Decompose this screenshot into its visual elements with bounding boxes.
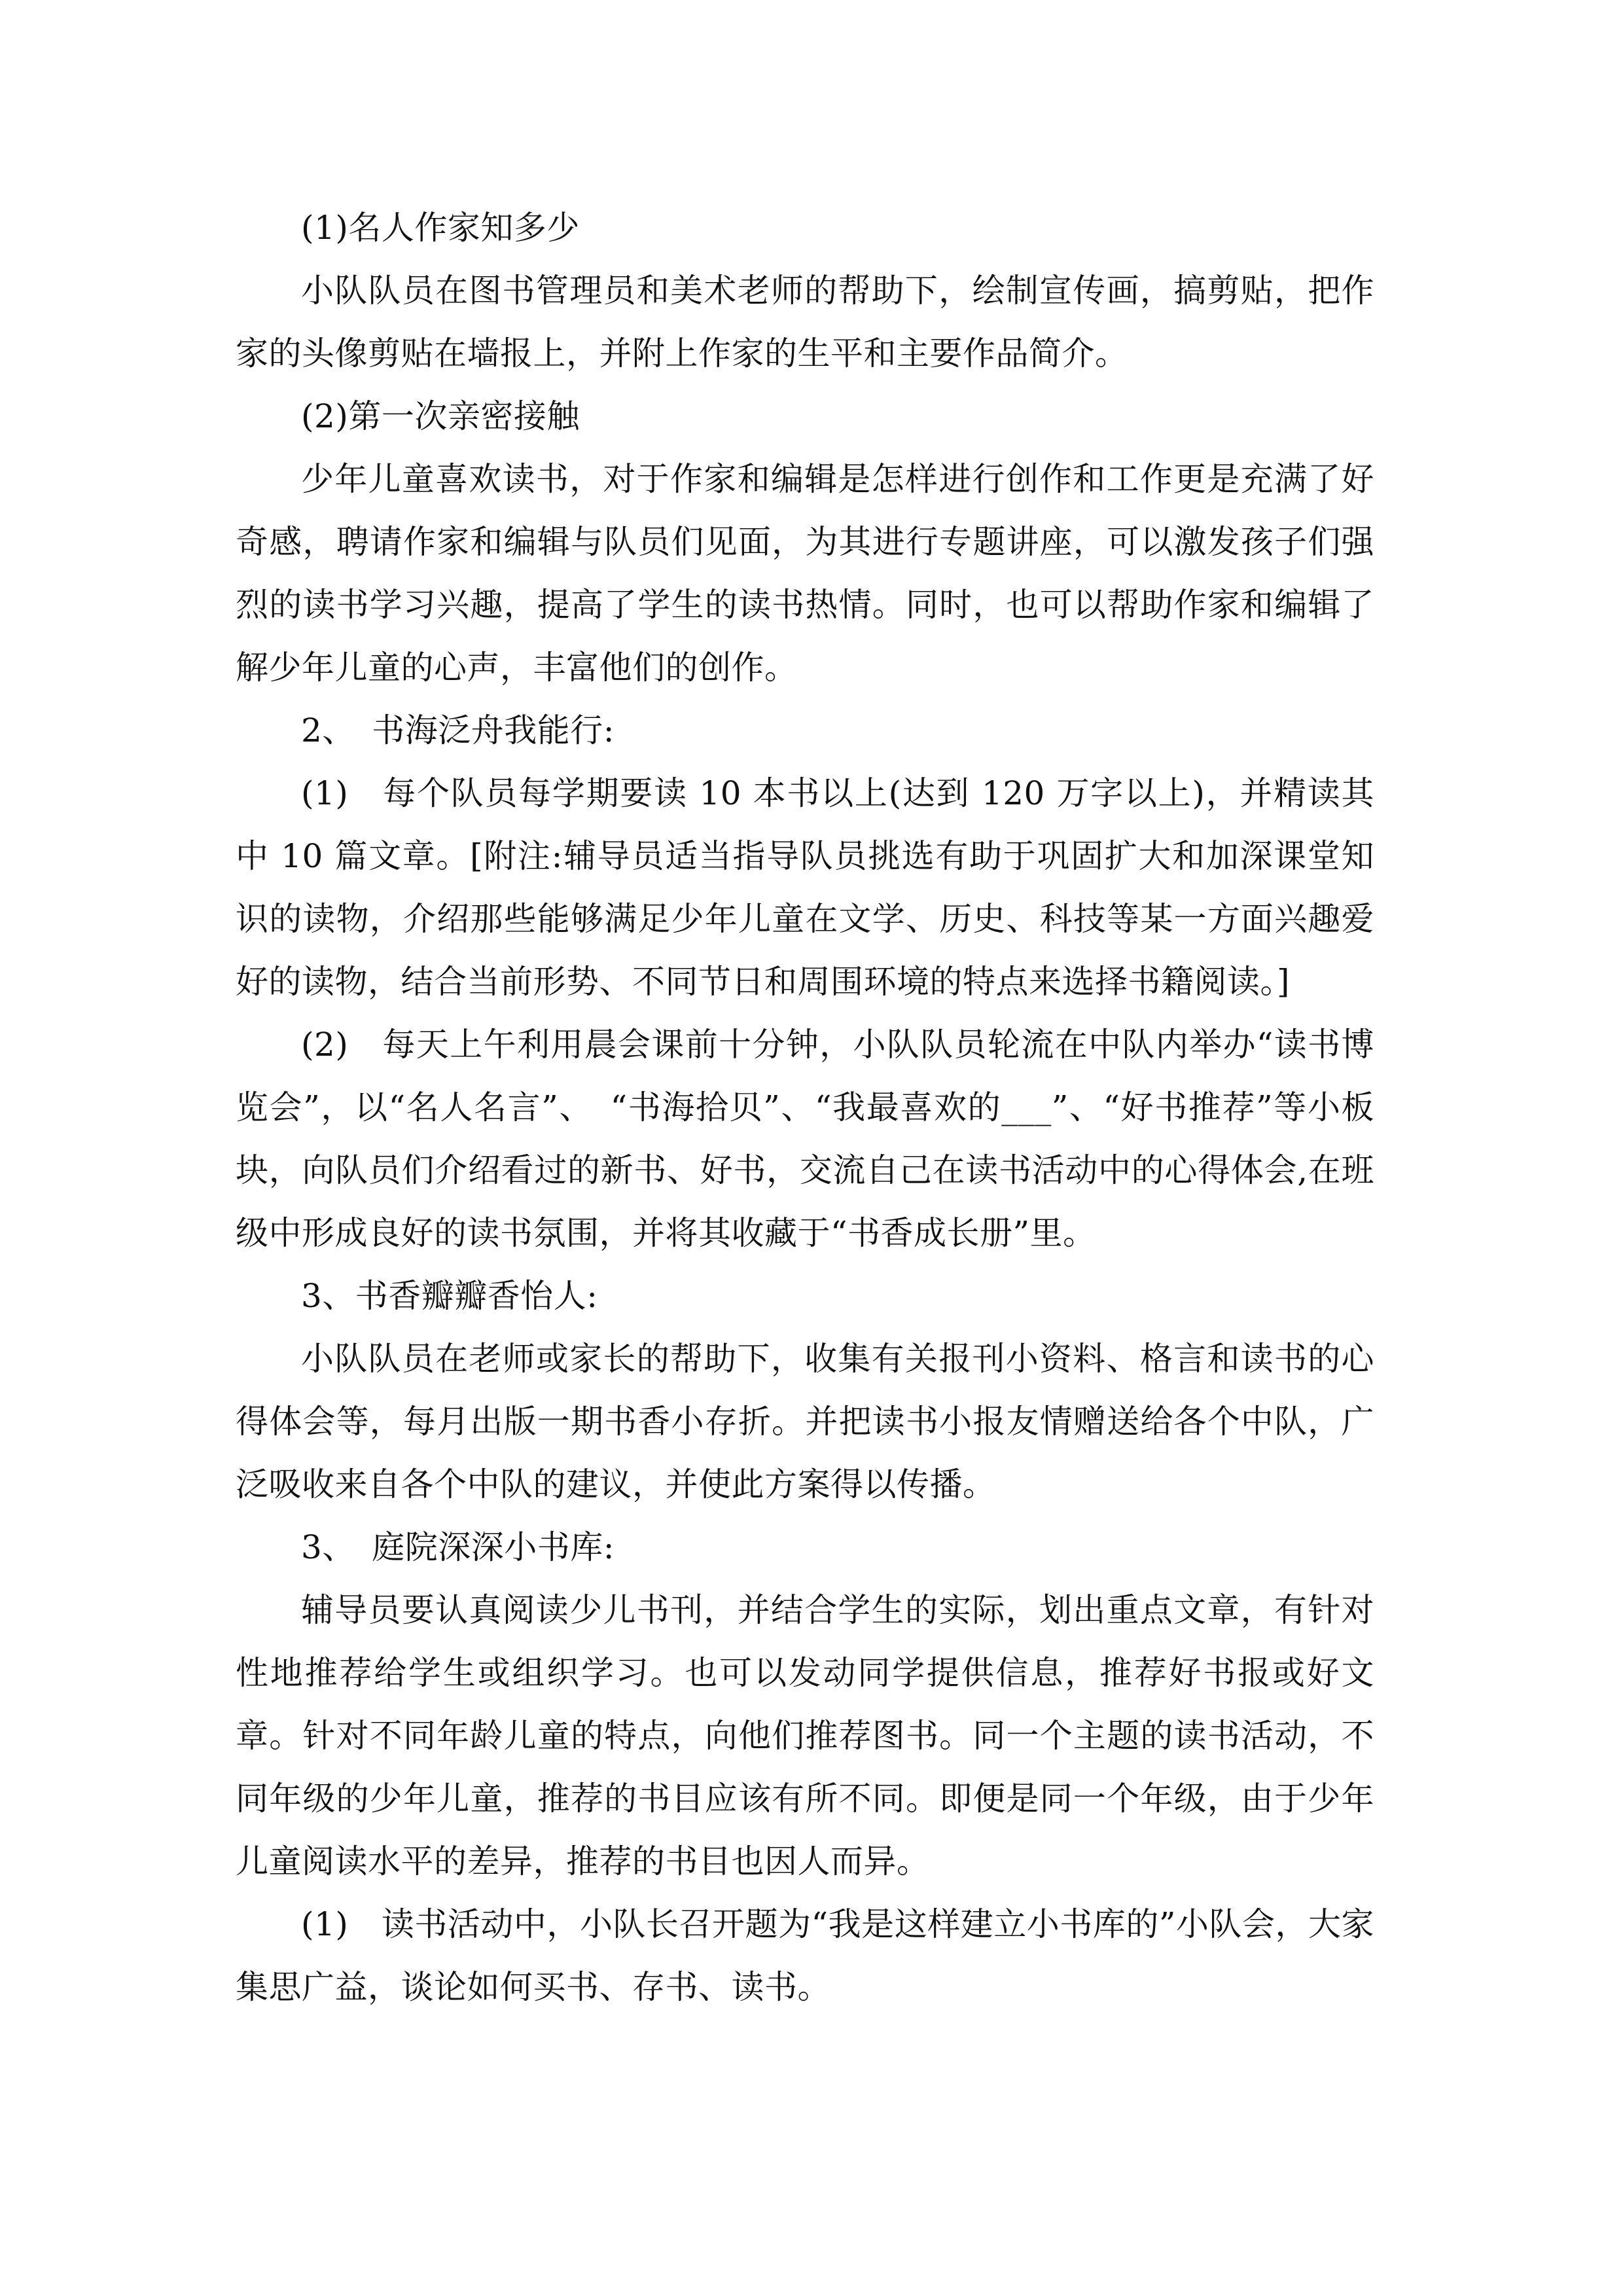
paragraph: (1) 读书活动中，小队长召开题为“我是这样建立小书库的”小队会，大家集思广益，谈论如何买书、存书、读书。 [236, 1905, 1374, 2006]
paragraph: (2) 每天上午利用晨会课前十分钟，小队队员轮流在中队内举办“读书博览会”，以“名人名言”、 “书海拾贝”、“我最喜欢的___”、“好书推荐”等小板块，向队员们介绍看过的新书、好书，交流自己在读书活动中的心得体会,在班级中形成良好的读书氛围，并将其收藏于“书香成长册”里。 [236, 1026, 1374, 1252]
document-body [236, 196, 1374, 2018]
paragraph: 小队队员在图书管理员和美术老师的帮助下，绘制宣传画，搞剪贴，把作家的头像剪贴在墙报上，并附上作家的生平和主要作品简介。 [236, 272, 1374, 372]
section-heading-book-fragrance: 3、书香瓣瓣香怡人: [301, 1277, 598, 1315]
subheading-famous-writers: (1)名人作家知多少 [301, 209, 580, 247]
paragraph: 辅导员要认真阅读少儿书刊，并结合学生的实际，划出重点文章，有针对性地推荐给学生或组织学习。也可以发动同学提供信息，推荐好书报或好文章。针对不同年龄儿童的特点，向他们推荐图书。同一个主题的读书活动，不同年级的少年儿童，推荐的书目应该有所不同。即便是同一个年级，由于少年儿童阅读水平的差异，推荐的书目也因人而异。 [236, 1591, 1374, 1880]
paragraph: (1) 每个队员每学期要读 10 本书以上(达到 120 万字以上)，并精读其中 10 篇文章。[附注:辅导员适当指导队员挑选有助于巩固扩大和加深课堂知识的读物，介绍那些能够满足少年儿童在文学、历史、科技等某一方面兴趣爱好的读物，结合当前形势、不同节日和周围环境的特点来选择书籍阅读。] [236, 774, 1374, 1001]
section-heading-small-library: 3、 庭院深深小书库: [301, 1528, 615, 1566]
subheading-first-contact: (2)第一次亲密接触 [301, 397, 580, 435]
paragraph: 小队队员在老师或家长的帮助下，收集有关报刊小资料、格言和读书的心得体会等，每月出版一期书香小存折。并把读书小报友情赠送给各个中队，广泛吸收来自各个中队的建议，并使此方案得以传播。 [236, 1340, 1374, 1503]
paragraph: 少年儿童喜欢读书，对于作家和编辑是怎样进行创作和工作更是充满了好奇感，聘请作家和编辑与队员们见面，为其进行专题讲座，可以激发孩子们强烈的读书学习兴趣，提高了学生的读书热情。同时，也可以帮助作家和编辑了解少年儿童的心声，丰富他们的创作。 [236, 460, 1374, 687]
section-heading-book-sea: 2、 书海泛舟我能行: [301, 711, 615, 749]
